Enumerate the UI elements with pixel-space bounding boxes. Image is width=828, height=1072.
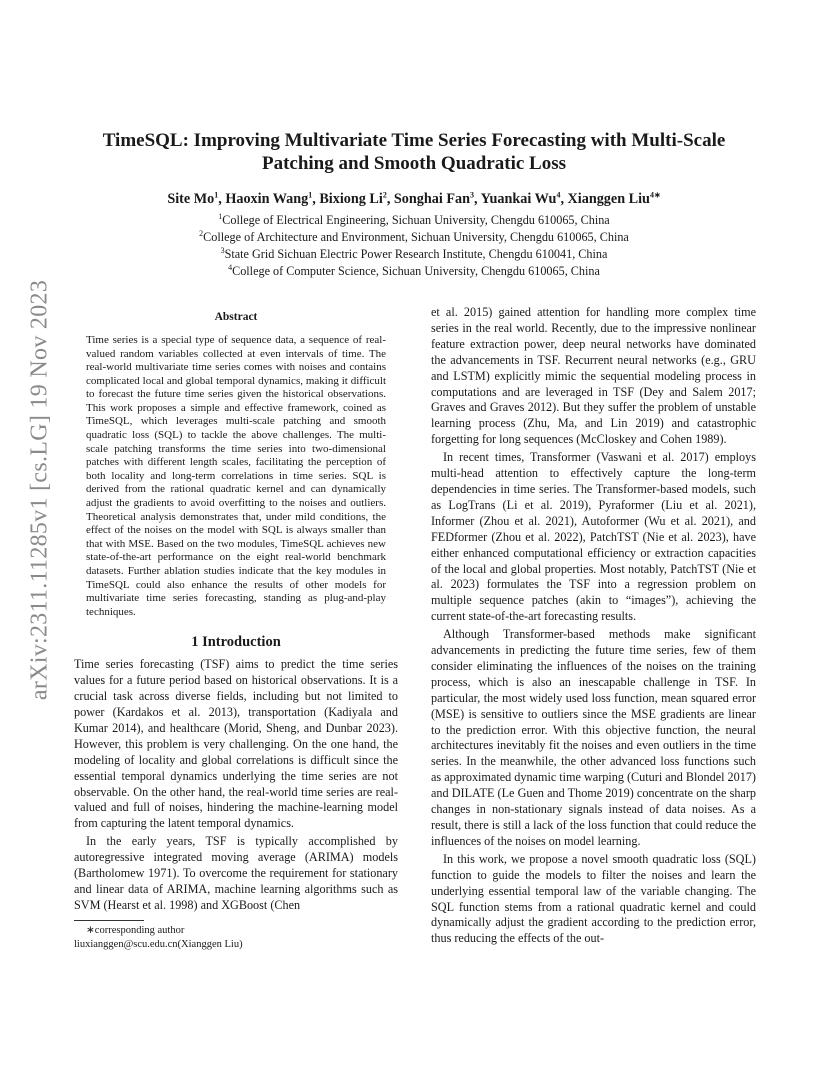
footnote-rule (74, 920, 144, 921)
section-heading: 1 Introduction (191, 634, 281, 651)
footnote-email: liuxianggen@scu.edu.cn(Xianggen Liu) (74, 939, 243, 950)
author-2: Haoxin Wang$^1$, (225, 190, 320, 207)
author-3: Bixiong Li$^2$, (319, 190, 391, 207)
paragraph: In this work, we propose a novel smooth quadratic loss (SQL) function to guide the models to filter the noises and learn the underlying essential temporal law of the variable changing. The SQL function stems from a rational quadratic kernel and could dynamically adjust the gradient according to the prediction error, thus reducing the effects of the out- (431, 851, 756, 946)
paragraph: Time series forecasting (TSF) aims to predict the time series values for a future period based on historical observations. It is a crucial task across diverse fields, including but not limited to power (Kardakos et al. 2013), transportation (Kadiyala and Kumar 2014), and healthcare (Morid, Sheng, and Dunbar 2023). However, this problem is very challenging. On the one hand, the modeling of locality and global correlations is difficult since the essential temporal dynamics underlying the time series are not observable. On the other hand, the real-world time series are real-valued and full of noises, hindering the machine-learning model from capturing the latent temporal dynamics. (74, 657, 398, 831)
affiliations (90, 212, 738, 280)
paragraph: Although Transformer-based methods make significant advancements in predicting the future time series, few of them consider eliminating the influences of the noises on the training process, which is also an inescapable challenge in TSF. In particular, the most widely used loss function, mean squared error (MSE) is sensitive to outliers since the MSE gradients are linear to the prediction error. With this objective function, the neural architectures inevitably fit the noises and even outliers in the time series. In the meanwhile, the other advanced loss functions such as approximated dynamic time warping (Cuturi and Blondel 2017) and DILATE (Le Guen and Thome 2019) concentrate on the sharp changes in non-stationary signals instead of data noises. As a result, there is still a lack of the loss function that could reduce the influences of the noises on model learning. (431, 627, 756, 848)
author-1: Site Mo$^1$, (167, 190, 226, 207)
paragraph: In the early years, TSF is typically accomplished by autoregressive integrated moving average (ARIMA) models (Bartholomew 1971). To overcome the requirement for stationary and linear data of ARIMA, machine learning algorithms such as SVM (Hearst et al. 1998) and XGBoost (Chen (74, 834, 398, 912)
paper-title: TimeSQL: Improving Multivariate Time Series Forecasting with Multi-Scale Patching and Smooth Quadratic Loss (102, 130, 726, 174)
abstract-text: Time series is a special type of sequence data, a sequence of real-valued random variables collected at even intervals of time. The real-world multivariate time series comes with noises and contains complicated local and global temporal dynamics, making it difficult to forecast the future time series given the historical observations. This work proposes a simple and effective framework, coined as TimeSQL, which leverages multi-scale patching and smooth quadratic loss (SQL) to tackle the above challenges. The multi-scale patching transforms the time series into two-dimensional patches with different length scales, facilitating the perception of both locality and long-term correlations in time series. SQL is derived from the rational quadratic kernel and can dynamically adjust the gradients to avoid overfitting to the noises and outliers. Theoretical analysis demonstrates that, under mild conditions, the effect of the noises on the model with SQL is always smaller than that with MSE. Based on the two modules, TimeSQL achieves new state-of-the-art performance on the eight real-world benchmark datasets. Further ablation studies indicate that the key modules in TimeSQL could also enhance the results of other models for multivariate time series forecasting, standing as plug-and-play techniques. (86, 333, 386, 618)
paragraph: In recent times, Transformer (Vaswani et al. 2017) employs multi-head attention to effectively capture the long-term dependencies in time series. The Transformer-based models, such as LogTrans (Li et al. 2019), Pyraformer (Liu et al. 2021), Informer (Zhou et al. 2021), Autoformer (Wu et al. 2021), and FEDformer (Zhou et al. 2022), PatchTST (Nie et al. 2023), have either enhanced computational efficiency or extraction capacities of the local and global properties. Most notably, PatchTST (Nie et al. 2023) formulates the TSF into a regression problem on multiple sequence patches (akin to “images”), achieving the current state-of-the-art forecasting results. (431, 450, 756, 624)
affiliation-2: $^2$College of Architecture and Environment, Sichuan University, Chengdu 610065, China (199, 228, 629, 244)
abstract-heading: Abstract (214, 311, 258, 323)
author-5: Yuankai Wu$^4$, (480, 190, 564, 207)
paragraph: et al. 2015) gained attention for handling more complex time series in the real world. Recently, due to the impressive nonlinear feature extraction power, deep neural networks have dominated the advancements in TSF. Recurrent neural networks (e.g., GRU and LSTM) explicitly mimic the sequential modeling process in computations and are leveraged in TSF (Dey and Salem 2017; Graves and Graves 2012). But they suffer the problem of unstable learning process (Zhu, Ma, and Lin 2019) and catastrophic forgetting for long sequences (McCloskey and Cohen 1989). (431, 305, 756, 447)
right-column (431, 305, 756, 947)
author-4: Songhai Fan$^3$, (393, 190, 478, 207)
arxiv-identifier (20, 280, 60, 700)
affiliation-1: $^1$College of Electrical Engineering, Sichuan University, Chengdu 610065, China (218, 211, 610, 227)
left-column (74, 310, 398, 914)
footnote (74, 920, 398, 952)
author-list (90, 190, 738, 208)
author-6: Xianggen Liu$^{4∗}$ (567, 190, 661, 207)
affiliation-4: $^4$College of Computer Science, Sichuan University, Chengdu 610065, China (228, 262, 600, 278)
arxiv-id-text: arXiv:2311.11285v1 [cs.LG] 19 Nov 2023 (26, 279, 53, 701)
footnote-corresponding: ∗corresponding author (86, 925, 185, 936)
affiliation-3: $^3$State Grid Sichuan Electric Power Research Institute, Chengdu 610041, China (220, 245, 608, 261)
